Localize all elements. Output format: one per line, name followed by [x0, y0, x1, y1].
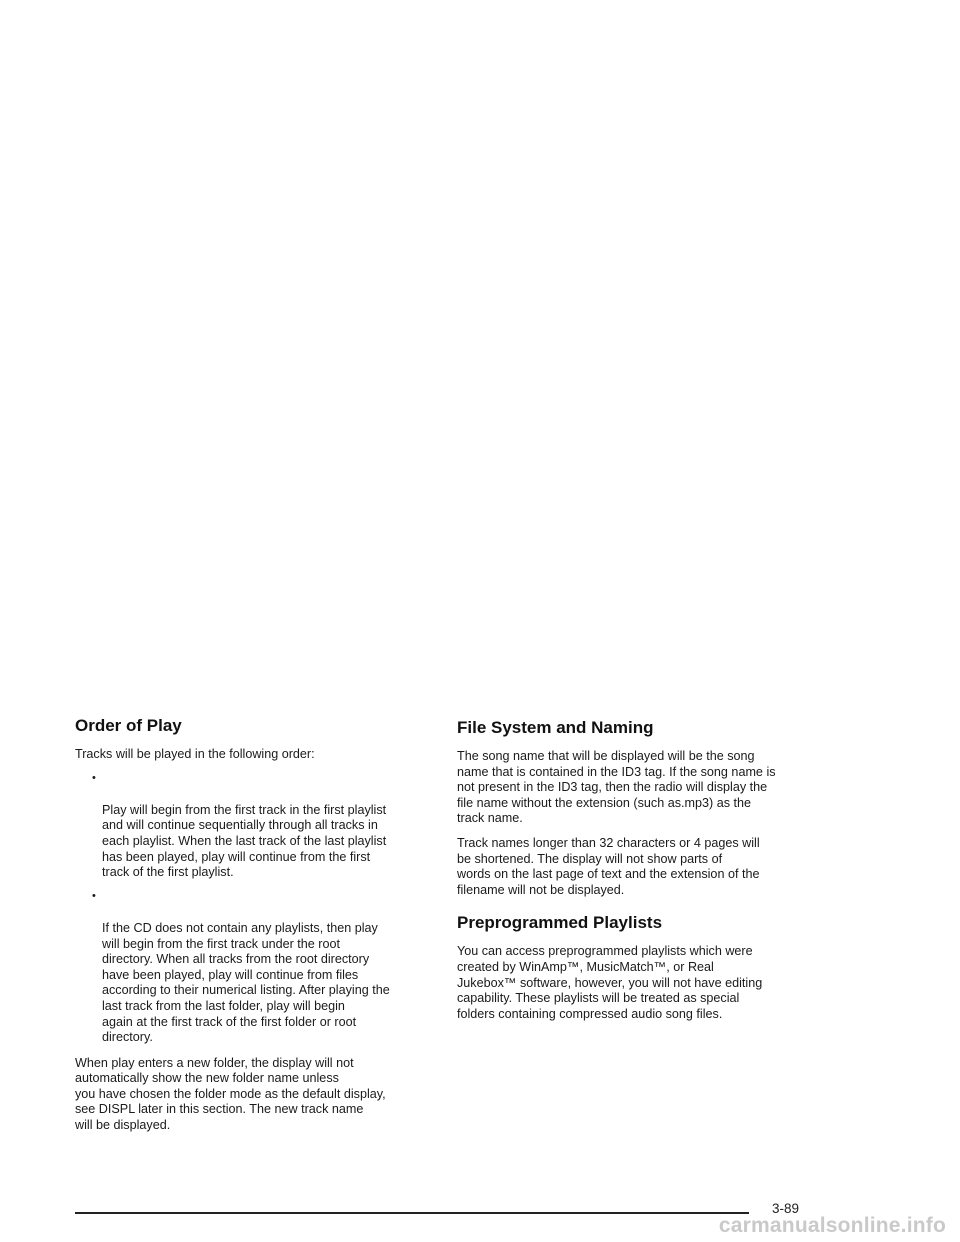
- order-of-play-list: [75, 772, 435, 1046]
- file-system-para-2: Track names longer than 32 characters or 4 pages will be shortened. The display will not show parts of words on the last page of text and the extension of the filename will not be displayed.: [457, 835, 760, 897]
- order-of-play-intro: Tracks will be played in the following order:: [75, 747, 315, 761]
- preprogrammed-playlists-heading: Preprogrammed Playlists: [457, 913, 663, 933]
- list-item: [75, 772, 435, 881]
- list-item: [75, 890, 435, 1046]
- right-column: [457, 716, 817, 1031]
- preprogrammed-playlists-para: You can access preprogrammed playlists which were created by WinAmp™, MusicMatch™, or Real Jukebox™ software, however, you will not have editing capability. These playlists will be treated as special folders containing compressed audio song files.: [457, 944, 763, 1021]
- footer-rule: [75, 1212, 749, 1214]
- order-of-play-heading: Order of Play: [75, 716, 182, 735]
- list-item-text: Play will begin from the first track in the first playlist and will continue sequentially through all tracks in each playlist. When the last track of the last playlist has been played, play will continue from the first track of the first playlist.: [102, 802, 387, 880]
- page-number: 3-89: [772, 1201, 800, 1216]
- left-column: [75, 716, 435, 1143]
- bullet-icon: •: [92, 889, 96, 902]
- file-system-para-1: The song name that will be displayed will be the song name that is contained in the ID3 tag. If the song name is not present in the ID3 tag, then the radio will display the file name without the extension (such as.mp3) as the track name.: [457, 749, 776, 826]
- list-item-text: If the CD does not contain any playlists, then play will begin from the first track under the root directory. When all tracks from the root directory have been played, play will continue from files according to their numerical listing. After playing the last track from the last folder, play will begin again at the first track of the first folder or root directory.: [102, 920, 390, 1045]
- bullet-icon: •: [92, 771, 96, 784]
- watermark: carmanualsonline.info: [718, 1214, 946, 1237]
- order-of-play-closing: When play enters a new folder, the display will not automatically show the new folder name unless you have chosen the folder mode as the default display, see DISPL later in this section. The new track name will be displayed.: [75, 1055, 386, 1133]
- file-system-heading: File System and Naming: [457, 718, 654, 737]
